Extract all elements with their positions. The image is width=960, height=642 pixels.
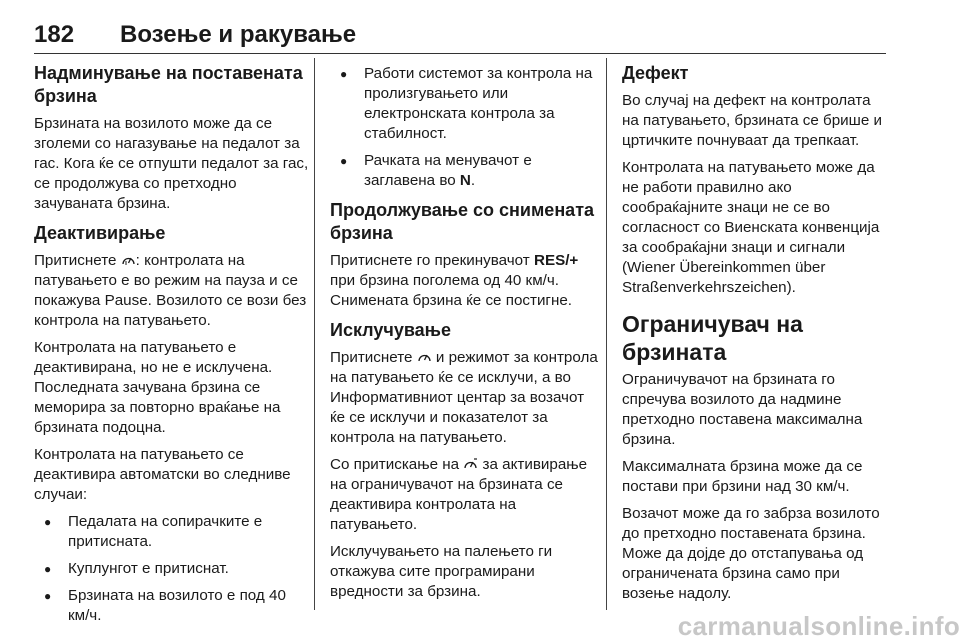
page-number: 182 [34,21,75,48]
paragraph-limiter-3: Возачот може да го забрза возилото до претходно поставената брзина. Може да дојде до отстапувања од ограничената брзина само при возење надолу. [622,505,880,602]
paragraph-off-3: Исклучувањето на палењето ги откажува сите програмирани вредности за брзина. [330,543,553,600]
heading-resume: Продолжување со снимената брзина [330,200,595,243]
column-divider-2 [606,58,607,610]
heading-speed-limiter: Ограничувач на брзината [622,311,803,365]
column-3 [622,58,890,611]
deactivation-list [34,512,310,626]
res-plus-switch-label: RES/+ [533,252,579,269]
watermark: carmanualsonline.info [677,611,960,641]
list-item: ● Педалата на сопирачките е притисната. [34,512,310,552]
paragraph-deactivate-3: Контролата на патувањето се деактивира автоматски во следниве случаи: [34,446,291,503]
paragraph-resume: Притиснете го прекинувачот RES/+ при брзина поголема од 40 км/ч. Снимената брзина ќе се постигне. [330,252,579,309]
heading-deactivate: Деактивирање [34,223,166,243]
heading-off: Исклучување [330,320,452,340]
page-title: Возење и ракување [120,21,357,48]
paragraph-fault-1: Во случај на дефект на контролата на патувањето, брзината се брише и цртичките почнуваат да трепкаат. [622,92,883,149]
paragraph-deactivate-1: Притиснете : контролата на патувањето е во режим на пауза и се покажува Pause. Возилото се вози без контрола на патувањето. [34,252,307,329]
list-item: ● Работи системот за контрола на пролизгувањето или електронската контрола за стабилност. [330,64,598,144]
paragraph-fault-2: Контролата на патувањето може да не работи правилно ако сообраќајните знаци не се во согласност со Виенската конвенција за сообраќајни знаци и сигнали (Wiener Übereinkommen über Straßenverkehrszeichen). [622,159,880,296]
speed-limiter-icon [463,456,478,468]
heading-overtake: Надминување на поставената брзина [34,63,303,106]
cruise-pause-icon [121,252,136,264]
column-2 [330,58,598,609]
cruise-control-icon [417,349,432,361]
column-1 [34,58,310,633]
page-header [34,22,886,54]
column-divider-1 [314,58,315,610]
list-item: ● Куплунгот е притиснат. [34,559,310,579]
list-item: ● Рачката на менувачот е заглавена во N. [330,151,598,191]
paragraph-deactivate-2: Контролата на патувањето е деактивирана, но не е исклучена. Последната зачувана брзина се меморира за повторно враќање на брзината подоцна. [34,339,281,436]
paragraph-off-1: Притиснете и режимот за контрола на патувањето ќе се исклучи, а во Информативниот центар за возачот ќе се исклучи и показателот за контрола на патувањето. [330,349,598,446]
paragraph-off-2: Со притискање на за активирање на ограничувачот на брзината се деактивира контролата на патувањето. [330,456,588,533]
heading-fault: Дефект [622,63,689,83]
paragraph-limiter-2: Максималната брзина може да се постави при брзини над 30 км/ч. [622,458,863,495]
paragraph-overtake: Брзината на возилото може да се зголеми со нагазување на педалот за гас. Кога ќе се отпушти педалот за гас, се продолжува со претходно зачуваната брзина. [34,115,309,212]
paragraph-limiter-1: Ограничувачот на брзината го спречува возилото да надмине претходно поставена максимална брзина. [622,371,863,448]
deactivation-list-continued [330,64,598,191]
list-item: ● Брзината на возилото е под 40 км/ч. [34,586,310,626]
